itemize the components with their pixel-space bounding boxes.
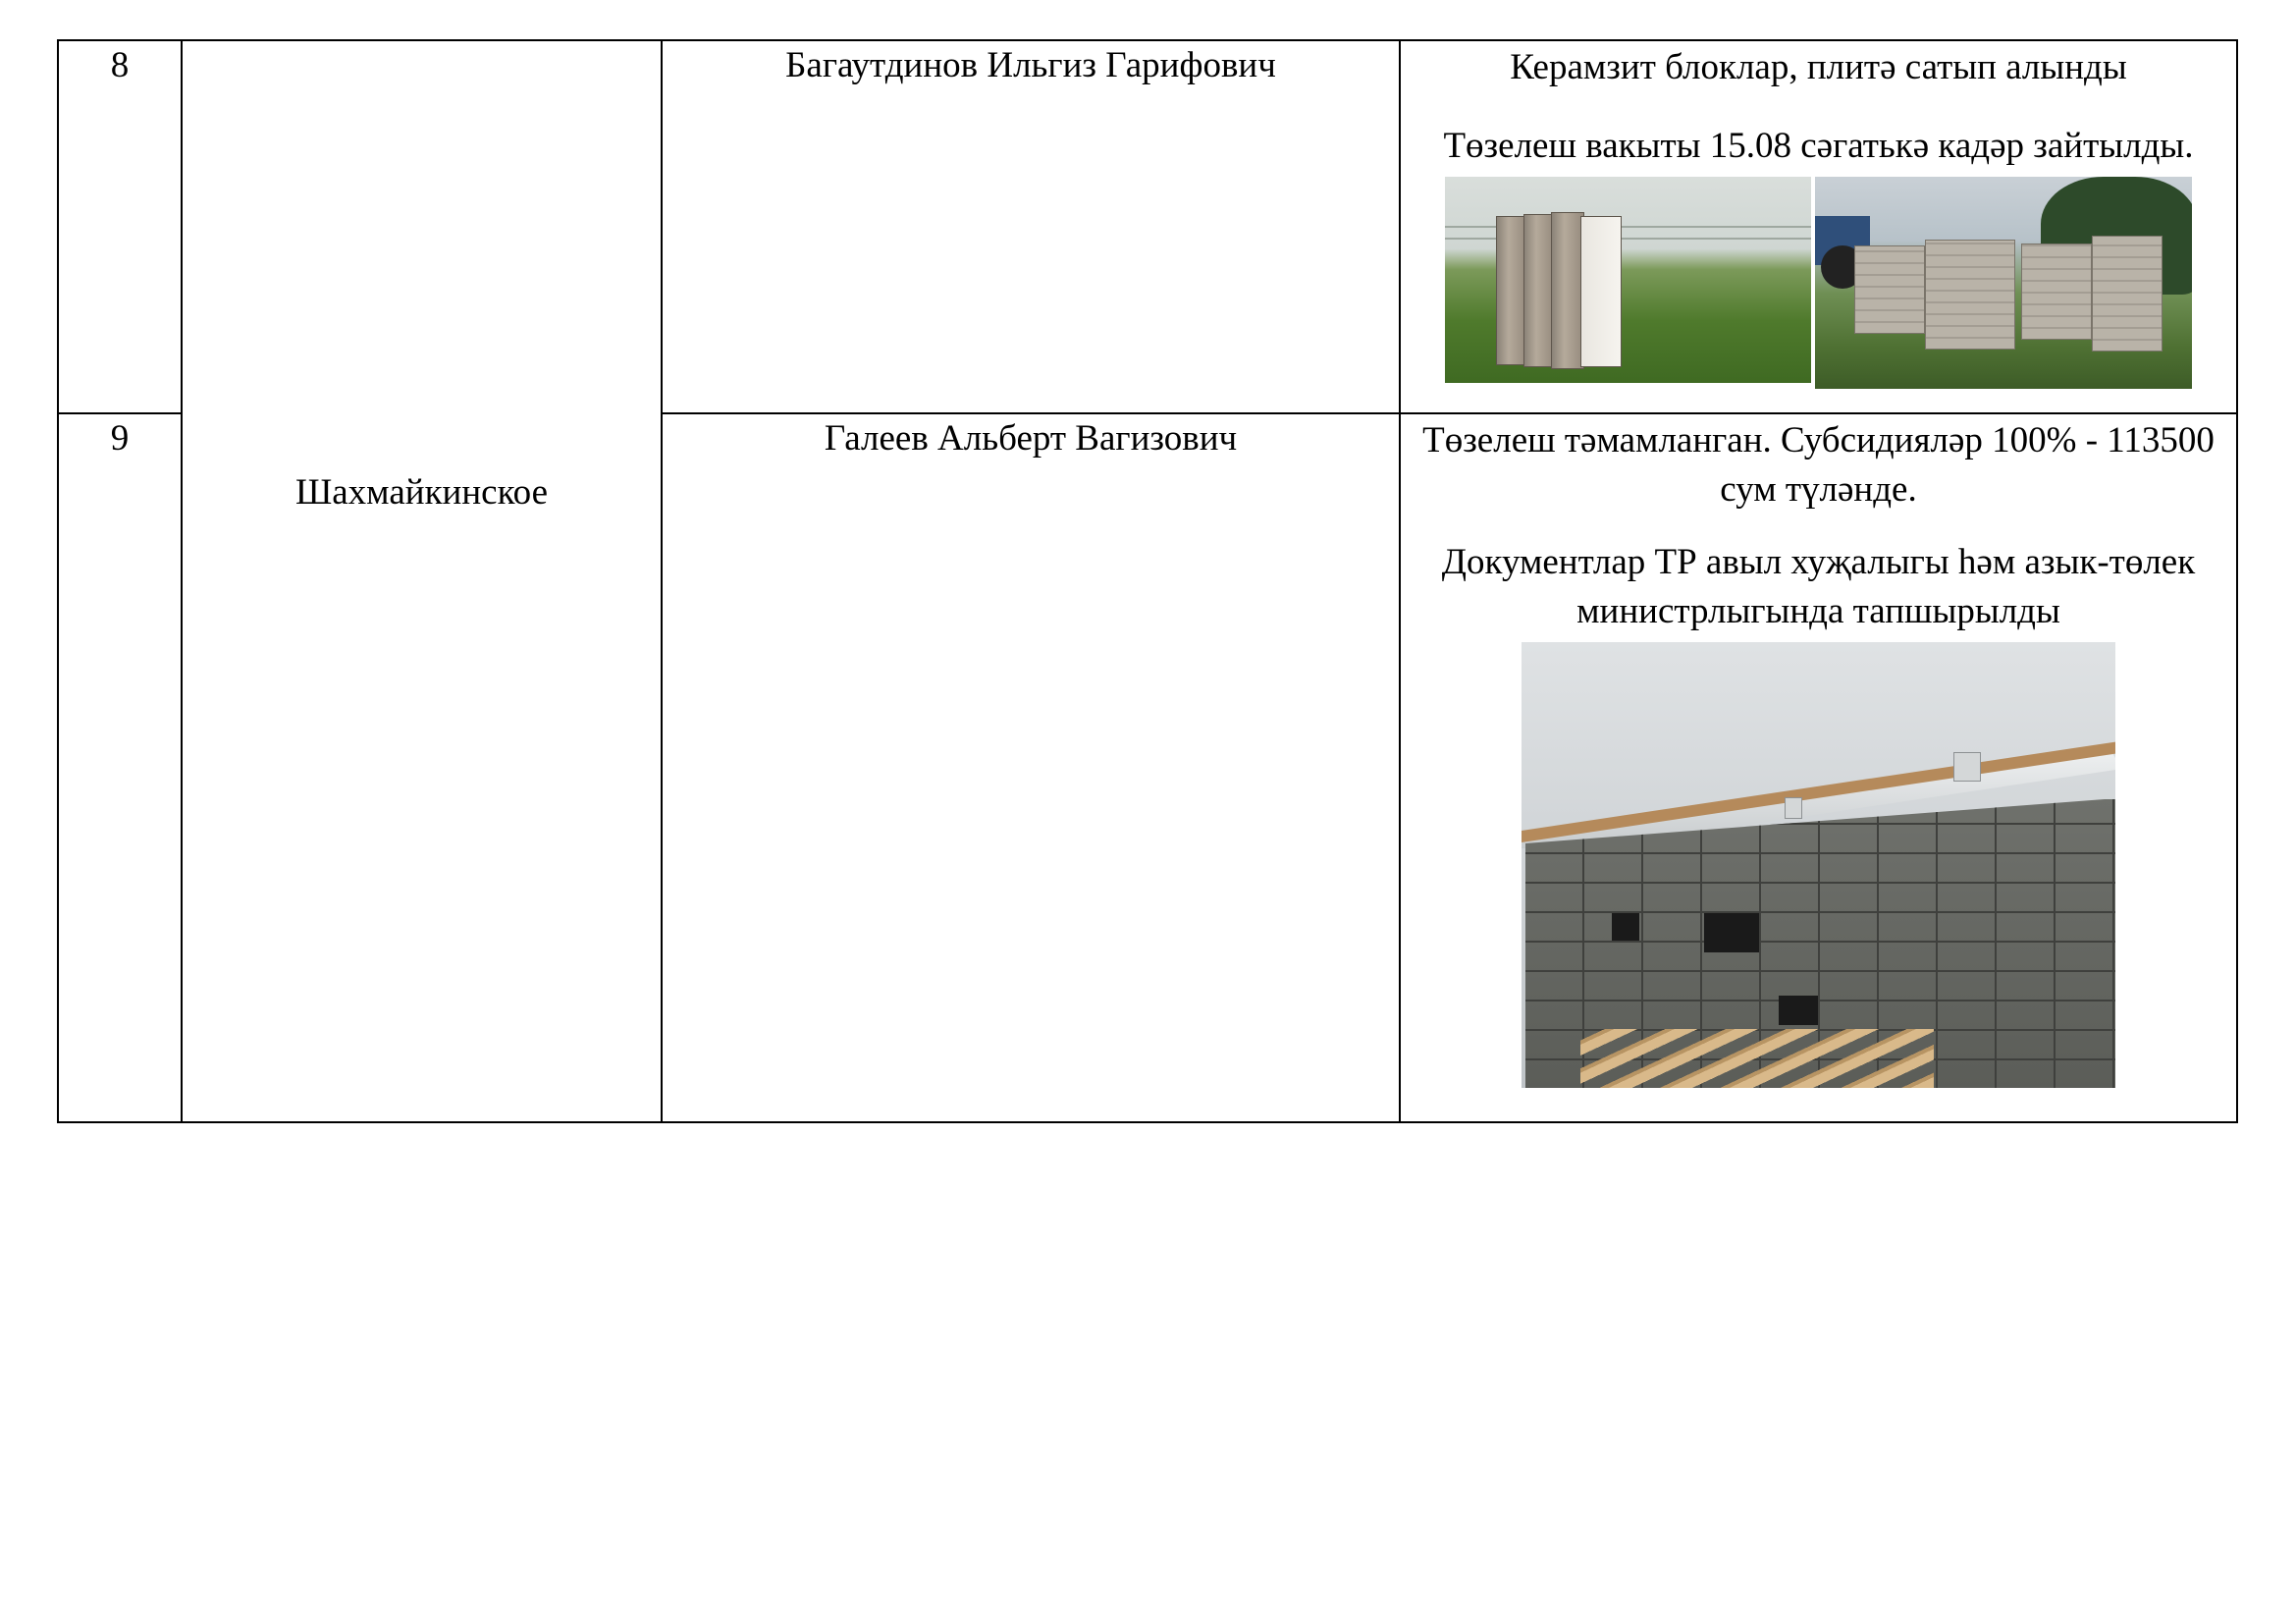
photo-concrete-slabs: [1445, 177, 1811, 383]
table-row: [58, 40, 2237, 413]
description-cell: [1400, 413, 2237, 1122]
description-text: Төзелеш тәмамланган. Субсидияләр 100% - 113500 сум түләнде.: [1422, 420, 2215, 510]
photo-blocks-on-pallets: [1815, 177, 2192, 389]
person-name-cell: [662, 413, 1400, 1122]
region-name: Шахмайкинское: [294, 472, 549, 513]
description-text: Төзелеш вакыты 15.08 сәгатькә кадәр зайтылды.: [1443, 126, 2194, 166]
description-text: Керамзит блоклар, плитә сатып алынды: [1510, 47, 2127, 87]
description-text: Документлар ТР авыл хуҗалыгы һәм азык-төлек министрлыгында тапшырылды: [1441, 542, 2196, 631]
report-table: [57, 39, 2238, 1123]
row-number-cell: [58, 413, 182, 1122]
person-name: Галеев Альберт Вагизович: [824, 418, 1238, 459]
row-number: 8: [110, 45, 130, 85]
photo-group: [1401, 177, 2236, 389]
photo-block-building: [1522, 642, 2115, 1088]
region-cell: [182, 40, 662, 1122]
row-number: 9: [110, 418, 130, 459]
person-name-cell: [662, 40, 1400, 413]
person-name: Багаутдинов Ильгиз Гарифович: [785, 45, 1276, 85]
description-cell: [1400, 40, 2237, 413]
row-number-cell: [58, 40, 182, 413]
